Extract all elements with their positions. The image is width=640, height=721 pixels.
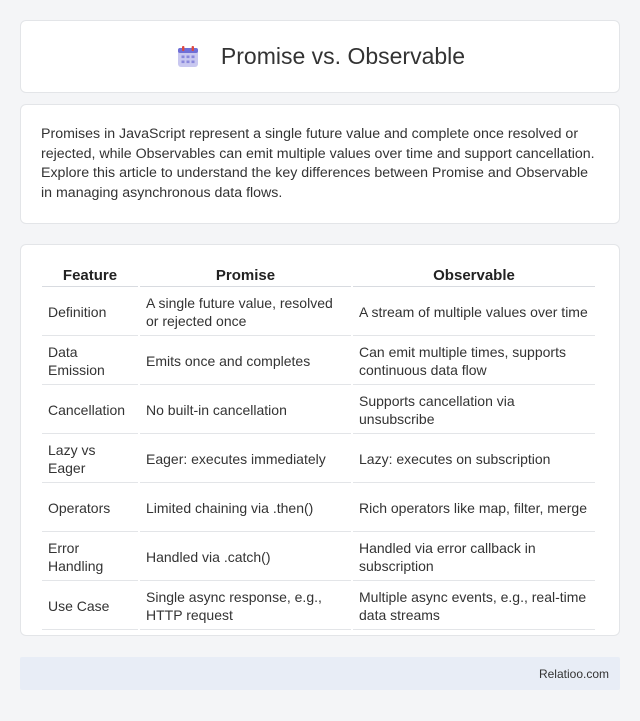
- intro-paragraph: Promises in JavaScript represent a single future value and complete once resolved or rejected, while Observables can emit multiple values over time and support cancellation. Explore this article to understand the key differences between Promise and Observable in managing asynchronous data flows.: [41, 126, 595, 201]
- calendar-icon: [175, 44, 201, 70]
- observable-cell: Supports cancellation via unsubscribe: [353, 387, 595, 434]
- feature-cell: Definition: [42, 289, 138, 336]
- table-row: [42, 534, 595, 581]
- promise-cell: Handled via .catch(): [140, 534, 351, 581]
- feature-cell: Data Emission: [42, 338, 138, 385]
- table-row: [42, 436, 595, 483]
- header-observable: Observable: [353, 265, 595, 287]
- intro-card: [20, 104, 620, 224]
- table-row: [42, 387, 595, 434]
- feature-cell: Error Handling: [42, 534, 138, 581]
- header-promise: Promise: [140, 265, 351, 287]
- footer-brand: Relatioo.com: [538, 666, 609, 681]
- footer-bar: [20, 657, 620, 690]
- observable-cell: Handled via error callback in subscription: [353, 534, 595, 581]
- promise-cell: Limited chaining via .then(): [140, 485, 351, 532]
- promise-cell: Single async response, e.g., HTTP request: [140, 583, 351, 630]
- page-title: Promise vs. Observable: [220, 43, 466, 69]
- promise-cell: Eager: executes immediately: [140, 436, 351, 483]
- promise-cell: A single future value, resolved or rejected once: [140, 289, 351, 336]
- table-row: [42, 289, 595, 336]
- observable-cell: Lazy: executes on subscription: [353, 436, 595, 483]
- feature-cell: Cancellation: [42, 387, 138, 434]
- observable-cell: Multiple async events, e.g., real-time data streams: [353, 583, 595, 630]
- table-row: [42, 338, 595, 385]
- observable-cell: Rich operators like map, filter, merge: [353, 485, 595, 532]
- observable-cell: A stream of multiple values over time: [353, 289, 595, 336]
- table-row: [42, 485, 595, 532]
- promise-cell: Emits once and completes: [140, 338, 351, 385]
- title-wrap: [175, 43, 465, 70]
- feature-cell: Use Case: [42, 583, 138, 630]
- title-card: [20, 20, 620, 93]
- observable-cell: Can emit multiple times, supports continuous data flow: [353, 338, 595, 385]
- table-header-row: [42, 265, 595, 287]
- header-feature: Feature: [42, 265, 138, 287]
- feature-cell: Lazy vs Eager: [42, 436, 138, 483]
- feature-cell: Operators: [42, 485, 138, 532]
- comparison-table: [40, 263, 597, 632]
- table-row: [42, 583, 595, 630]
- promise-cell: No built-in cancellation: [140, 387, 351, 434]
- comparison-card: [20, 244, 620, 636]
